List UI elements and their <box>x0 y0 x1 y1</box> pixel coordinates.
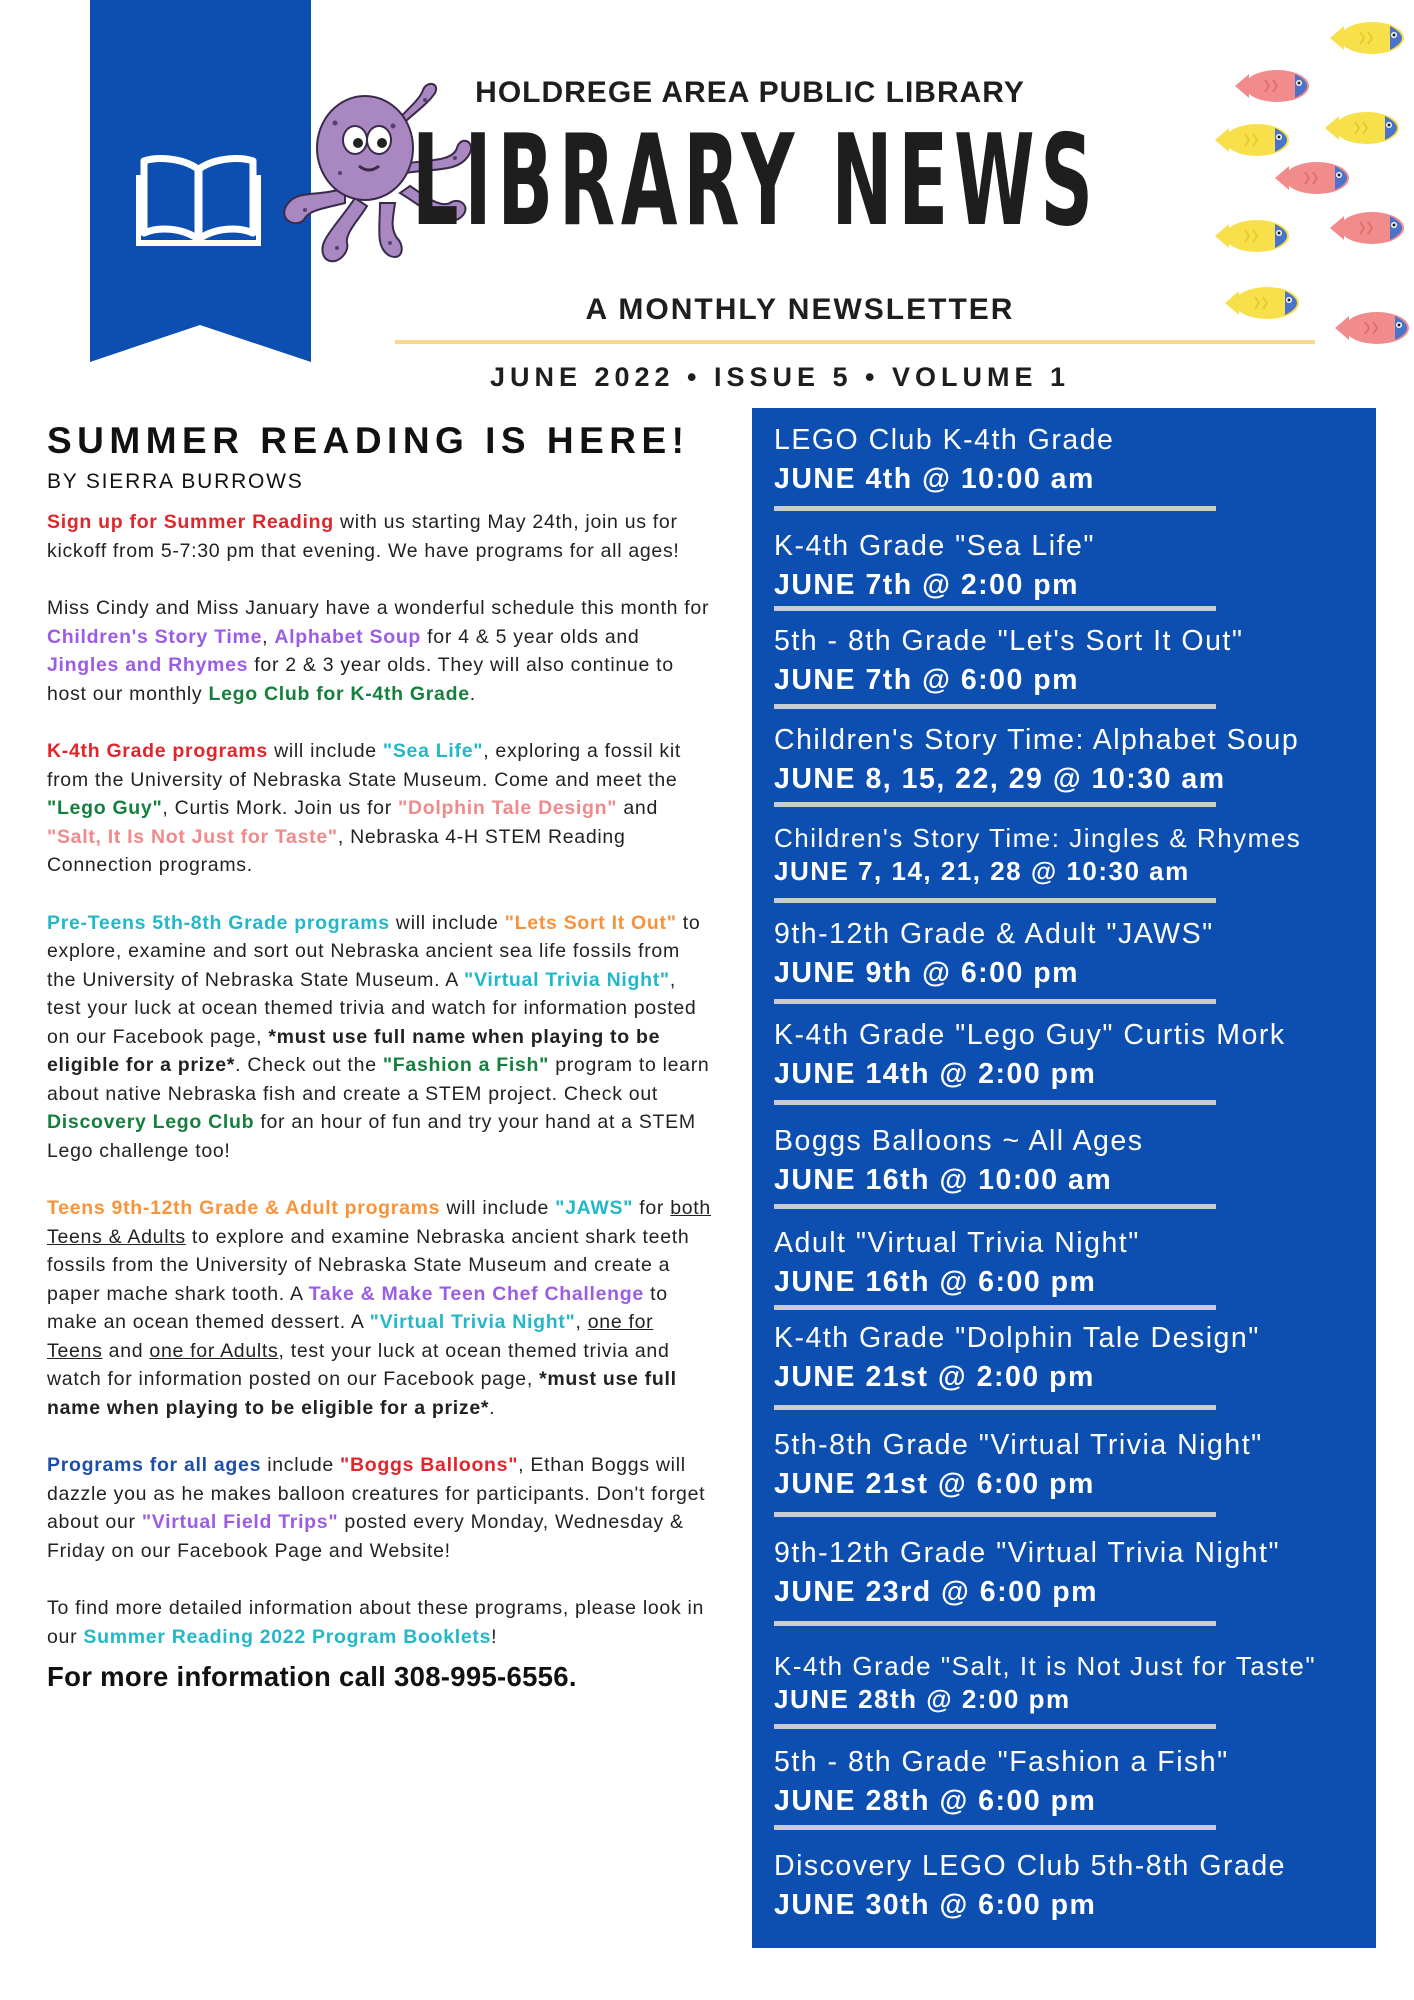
schedule-divider <box>774 606 1216 611</box>
event-title: K-4th Grade "Lego Guy" Curtis Mork <box>774 1019 1286 1051</box>
event-date-time: JUNE 14th @ 2:00 pm <box>774 1058 1097 1090</box>
schedule-divider <box>774 1305 1216 1310</box>
schedule-event <box>774 1429 1364 1501</box>
newsletter-title: LIBRARY NEWS <box>412 107 1099 254</box>
schedule-divider <box>774 506 1216 511</box>
article-title: SUMMER READING IS HERE! <box>47 420 690 461</box>
article-paragraph-all-ages: Programs for all ages include "Boggs Balloons", Ethan Boggs will dazzle you as he makes balloon creatures for participants. Don't forget about our "Virtual Field Trips" posted every Monday, Wednesday & Friday on our Facebook Page and Website! <box>47 1454 706 1562</box>
schedule-divider <box>774 1724 1216 1729</box>
organization-name: HOLDREGE AREA PUBLIC LIBRARY <box>475 76 1025 109</box>
event-date-time: JUNE 23rd @ 6:00 pm <box>774 1576 1098 1608</box>
schedule-divider <box>774 704 1216 709</box>
event-title: K-4th Grade "Salt, It is Not Just for Taste" <box>774 1651 1317 1681</box>
schedule-event <box>774 823 1364 887</box>
schedule-divider <box>774 898 1216 903</box>
article-paragraph-signup: Sign up for Summer Reading with us starting May 24th, join us for kickoff from 5-7:30 pm that evening. We have programs for all ages! <box>47 511 680 562</box>
article-paragraph-k4: K-4th Grade programs will include "Sea Life", exploring a fossil kit from the University of Nebraska State Museum. Come and meet the "Lego Guy", Curtis Mork. Join us for "Dolphin Tale Design" and "Salt, It Is Not Just for Taste", Nebraska 4-H STEM Reading Connection programs. <box>47 740 681 876</box>
schedule-divider <box>774 999 1216 1004</box>
schedule-divider <box>774 1204 1216 1209</box>
event-title: LEGO Club K-4th Grade <box>774 424 1115 456</box>
article-paragraph-story-time: Miss Cindy and Miss January have a wonderful schedule this month for Children's Story Time, Alphabet Soup for 4 & 5 year olds and Jingles and Rhymes for 2 & 3 year olds. They will also continue to host our monthly Lego Club for K-4th Grade. <box>47 597 710 705</box>
schedule-event <box>774 1322 1364 1394</box>
schedule-event <box>774 1746 1364 1818</box>
schedule-event <box>774 424 1364 496</box>
event-date-time: JUNE 16th @ 6:00 pm <box>774 1266 1097 1298</box>
event-date-time: JUNE 28th @ 6:00 pm <box>774 1785 1097 1817</box>
event-date-time: JUNE 21st @ 6:00 pm <box>774 1468 1095 1500</box>
event-title: 5th - 8th Grade "Fashion a Fish" <box>774 1746 1229 1778</box>
event-title: K-4th Grade "Sea Life" <box>774 530 1095 562</box>
article-byline: BY SIERRA BURROWS <box>47 470 304 493</box>
header-divider <box>395 340 1315 344</box>
issue-line: JUNE 2022 • ISSUE 5 • VOLUME 1 <box>489 362 1071 392</box>
schedule-divider <box>774 1100 1216 1105</box>
event-title: Children's Story Time: Jingles & Rhymes <box>774 823 1302 853</box>
event-date-time: JUNE 30th @ 6:00 pm <box>774 1889 1097 1921</box>
event-date-time: JUNE 7th @ 6:00 pm <box>774 664 1080 696</box>
event-date-time: JUNE 7, 14, 21, 28 @ 10:30 am <box>774 856 1190 886</box>
schedule-event <box>774 918 1364 990</box>
schedule-event <box>774 1651 1364 1715</box>
event-title: Children's Story Time: Alphabet Soup <box>774 724 1300 756</box>
event-title: 9th-12th Grade & Adult "JAWS" <box>774 918 1214 950</box>
event-date-time: JUNE 28th @ 2:00 pm <box>774 1684 1071 1714</box>
event-date-time: JUNE 16th @ 10:00 am <box>774 1164 1113 1196</box>
event-date-time: JUNE 8, 15, 22, 29 @ 10:30 am <box>774 763 1226 795</box>
schedule-event <box>774 1019 1364 1091</box>
article-paragraph-preteens: Pre-Teens 5th-8th Grade programs will include "Lets Sort It Out" to explore, examine and sort out Nebraska ancient sea life fossils from the University of Nebraska State Museum. A "Virtual Trivia Night", test your luck at ocean themed trivia and watch for information posted on our Facebook page, *must use full name when playing to be eligible for a prize*. Check out the "Fashion a Fish" program to learn about native Nebraska fish and create a STEM project. Check out Discovery Lego Club for an hour of fun and try your hand at a STEM Lego challenge too! <box>47 911 710 1162</box>
book-icon <box>136 155 261 247</box>
event-date-time: JUNE 21st @ 2:00 pm <box>774 1361 1095 1393</box>
schedule-divider <box>774 1621 1216 1626</box>
event-title: 5th-8th Grade "Virtual Trivia Night" <box>774 1429 1263 1461</box>
event-title: Discovery LEGO Club 5th-8th Grade <box>774 1850 1287 1882</box>
event-schedule-panel <box>752 408 1376 1948</box>
newsletter-tagline: A MONTHLY NEWSLETTER <box>585 293 1015 326</box>
event-date-time: JUNE 7th @ 2:00 pm <box>774 569 1080 601</box>
schedule-event <box>774 1227 1364 1299</box>
summer-reading-article <box>47 420 712 1693</box>
schedule-event <box>774 1537 1364 1609</box>
article-paragraph-teens-adults: Teens 9th-12th Grade & Adult programs will include "JAWS" for both Teens & Adults to explore and examine Nebraska ancient shark teeth fossils from the University of Nebraska State Museum and create a paper mache shark tooth. A Take & Make Teen Chef Challenge to make an ocean themed dessert. A "Virtual Trivia Night", one for Teens and one for Adults, test your luck at ocean themed trivia and watch for information posted on our Facebook page, *must use full name when playing to be eligible for a prize*. <box>47 1197 711 1419</box>
event-title: 9th-12th Grade "Virtual Trivia Night" <box>774 1537 1281 1569</box>
schedule-event <box>774 724 1364 796</box>
schedule-divider <box>774 802 1216 807</box>
schedule-divider <box>774 1405 1216 1410</box>
schedule-divider <box>774 1825 1216 1830</box>
schedule-event <box>774 1850 1364 1922</box>
fish-school-illustration <box>1215 10 1414 370</box>
event-title: Adult "Virtual Trivia Night" <box>774 1227 1140 1259</box>
schedule-divider <box>774 1512 1216 1517</box>
schedule-event <box>774 530 1364 602</box>
event-title: K-4th Grade "Dolphin Tale Design" <box>774 1322 1260 1354</box>
event-date-time: JUNE 4th @ 10:00 am <box>774 463 1095 495</box>
schedule-event <box>774 1125 1364 1197</box>
schedule-event <box>774 625 1364 697</box>
event-title: Boggs Balloons ~ All Ages <box>774 1125 1144 1157</box>
event-title: 5th - 8th Grade "Let's Sort It Out" <box>774 625 1244 657</box>
contact-phone-line: For more information call 308-995-6556. <box>47 1661 577 1692</box>
event-date-time: JUNE 9th @ 6:00 pm <box>774 957 1080 989</box>
article-paragraph-booklets: To find more detailed information about these programs, please look in our Summer Reading 2022 Program Booklets! <box>47 1597 705 1648</box>
